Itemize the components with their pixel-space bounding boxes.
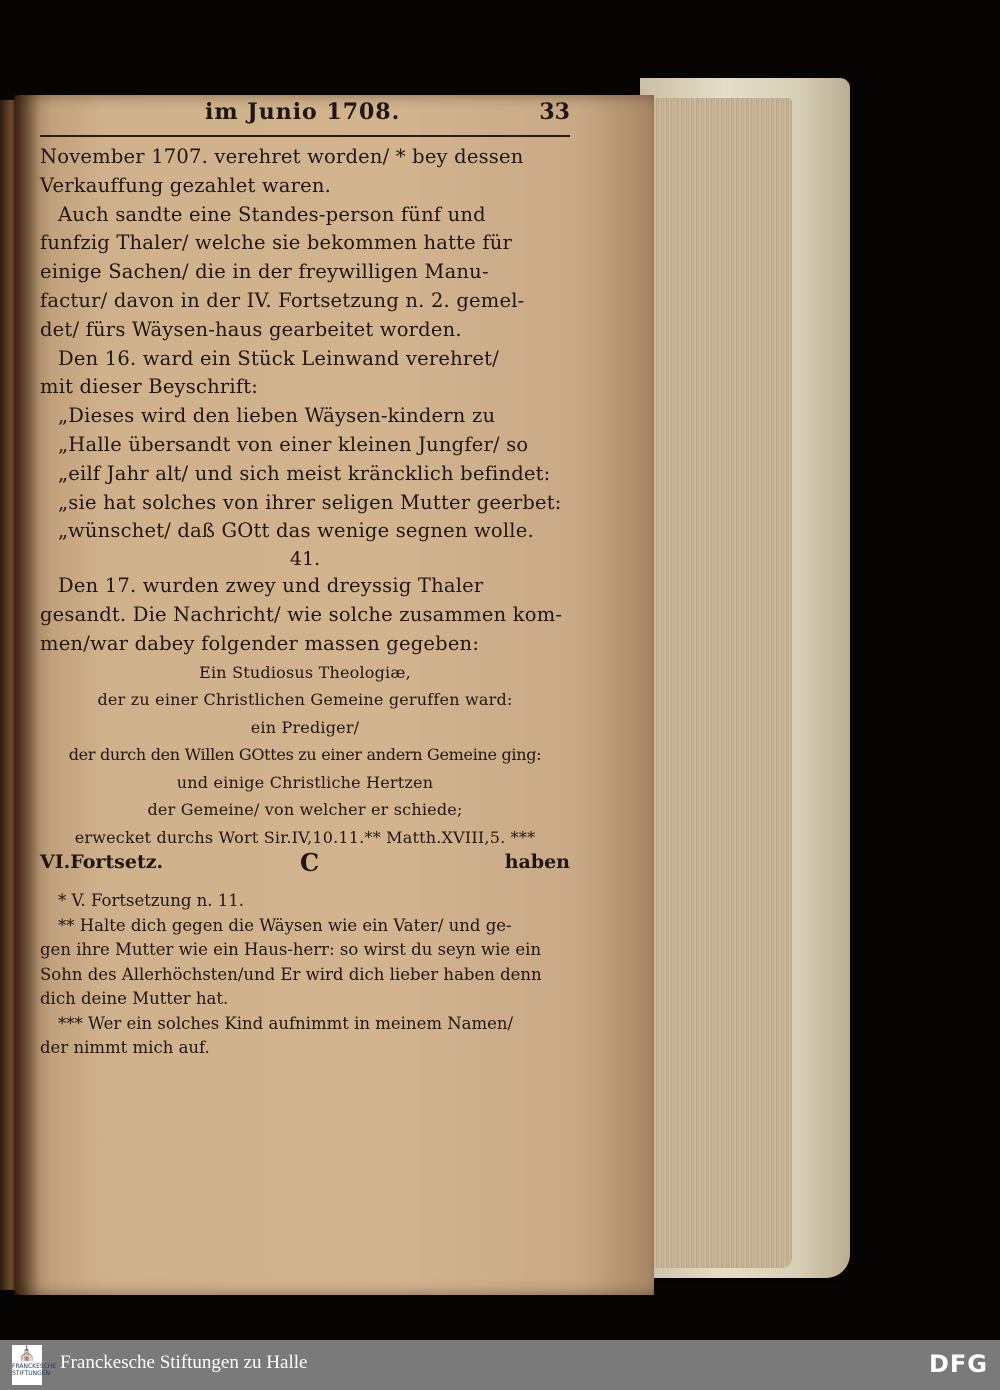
- text-line: factur/ davon in der IV. Fortsetzung n. 2. gemel-: [40, 288, 525, 312]
- footnotes: [40, 889, 570, 1061]
- signature-left: VI.Fortsetz.: [40, 851, 164, 874]
- centered-inscription: [40, 659, 570, 852]
- text-line: Verkauffung gezahlet waren.: [40, 173, 332, 197]
- inscription-line: ein Prediger/: [250, 717, 360, 737]
- inscription-line: der zu einer Christlichen Gemeine geruffen ward:: [97, 690, 513, 710]
- inscription-line: erwecket durchs Wort Sir.IV,10.11.** Matth.XVIII,5. ***: [74, 827, 536, 847]
- institution-name[interactable]: Franckesche Stiftungen zu Halle: [60, 1352, 308, 1373]
- institution-logo-text: FRANCKESCHE STIFTUNGEN: [12, 1363, 57, 1377]
- running-head: [40, 95, 570, 135]
- text-column: [40, 95, 570, 1061]
- footer-bar: [0, 1340, 1000, 1390]
- quote-line: „Dieses wird den lieben Wäysen-kindern zu: [58, 404, 496, 428]
- footnote-line: *** Wer ein solches Kind aufnimmt in meinem Namen/: [58, 1013, 514, 1033]
- quote-line: „wünschet/ daß GOtt das wenige segnen wolle.: [58, 519, 534, 543]
- catchword: haben: [504, 851, 570, 874]
- text-line: Den 17. wurden zwey und dreyssig Thaler: [58, 574, 484, 598]
- paragraph-block-1: [40, 143, 570, 546]
- footnote-line: ** Halte dich gegen die Wäysen wie ein Vater/ und ge-: [58, 915, 512, 935]
- text-line: Den 16. ward ein Stück Leinwand verehret/: [58, 346, 499, 370]
- paragraph-block-2: [40, 572, 570, 658]
- institution-logo-icon: ⛪: [18, 1346, 36, 1362]
- section-number: 41.: [289, 548, 321, 571]
- page-block-edges: [652, 98, 792, 1268]
- footnote-line: der nimmt mich auf.: [40, 1038, 210, 1058]
- inscription-line: der Gemeine/ von welcher er schiede;: [147, 800, 463, 820]
- header-rule: [40, 135, 570, 137]
- text-line: einige Sachen/ die in der freywilligen Manu-: [40, 260, 489, 284]
- text-line: gesandt. Die Nachricht/ wie solche zusammen kom-: [40, 602, 563, 626]
- running-head-title: im Junio 1708.: [205, 99, 401, 125]
- text-line: det/ fürs Wäysen-haus gearbeitet worden.: [40, 317, 462, 341]
- footnote-line: * V. Fortsetzung n. 11.: [58, 891, 244, 911]
- text-line: November 1707. verehret worden/ * bey dessen: [40, 145, 524, 168]
- signature-mark: C: [300, 848, 320, 878]
- signature-line: [40, 848, 570, 879]
- spine-shadow: [14, 95, 40, 1295]
- institution-logo[interactable]: [12, 1345, 57, 1385]
- text-line: Auch sandte eine Standes-person fünf und: [58, 202, 486, 226]
- text-line: men/war dabey folgender massen gegeben:: [40, 631, 480, 655]
- quote-line: „eilf Jahr alt/ und sich meist kräncklich befindet:: [58, 461, 551, 485]
- dfg-logo[interactable]: DFG: [928, 1350, 988, 1378]
- inscription-line: und einige Christliche Hertzen: [176, 772, 434, 792]
- quote-line: „sie hat solches von ihrer seligen Mutter geerbet:: [58, 490, 562, 514]
- text-line: funfzig Thaler/ welche sie bekommen hatte für: [40, 231, 513, 255]
- text-line: mit dieser Beyschrift:: [40, 375, 259, 399]
- inscription-line: der durch den Willen GOttes zu einer andern Gemeine ging:: [68, 745, 542, 765]
- inscription-line: Ein Studiosus Theologiæ,: [199, 662, 411, 682]
- page-number: 33: [539, 99, 570, 125]
- footnote-line: Sohn des Allerhöchsten/und Er wird dich lieber haben denn: [40, 964, 542, 984]
- footnote-line: dich deine Mutter hat.: [40, 989, 229, 1009]
- quote-line: „Halle übersandt von einer kleinen Jungfer/ so: [58, 432, 529, 456]
- footnote-line: gen ihre Mutter wie ein Haus-herr: so wirst du seyn wie ein: [40, 940, 542, 960]
